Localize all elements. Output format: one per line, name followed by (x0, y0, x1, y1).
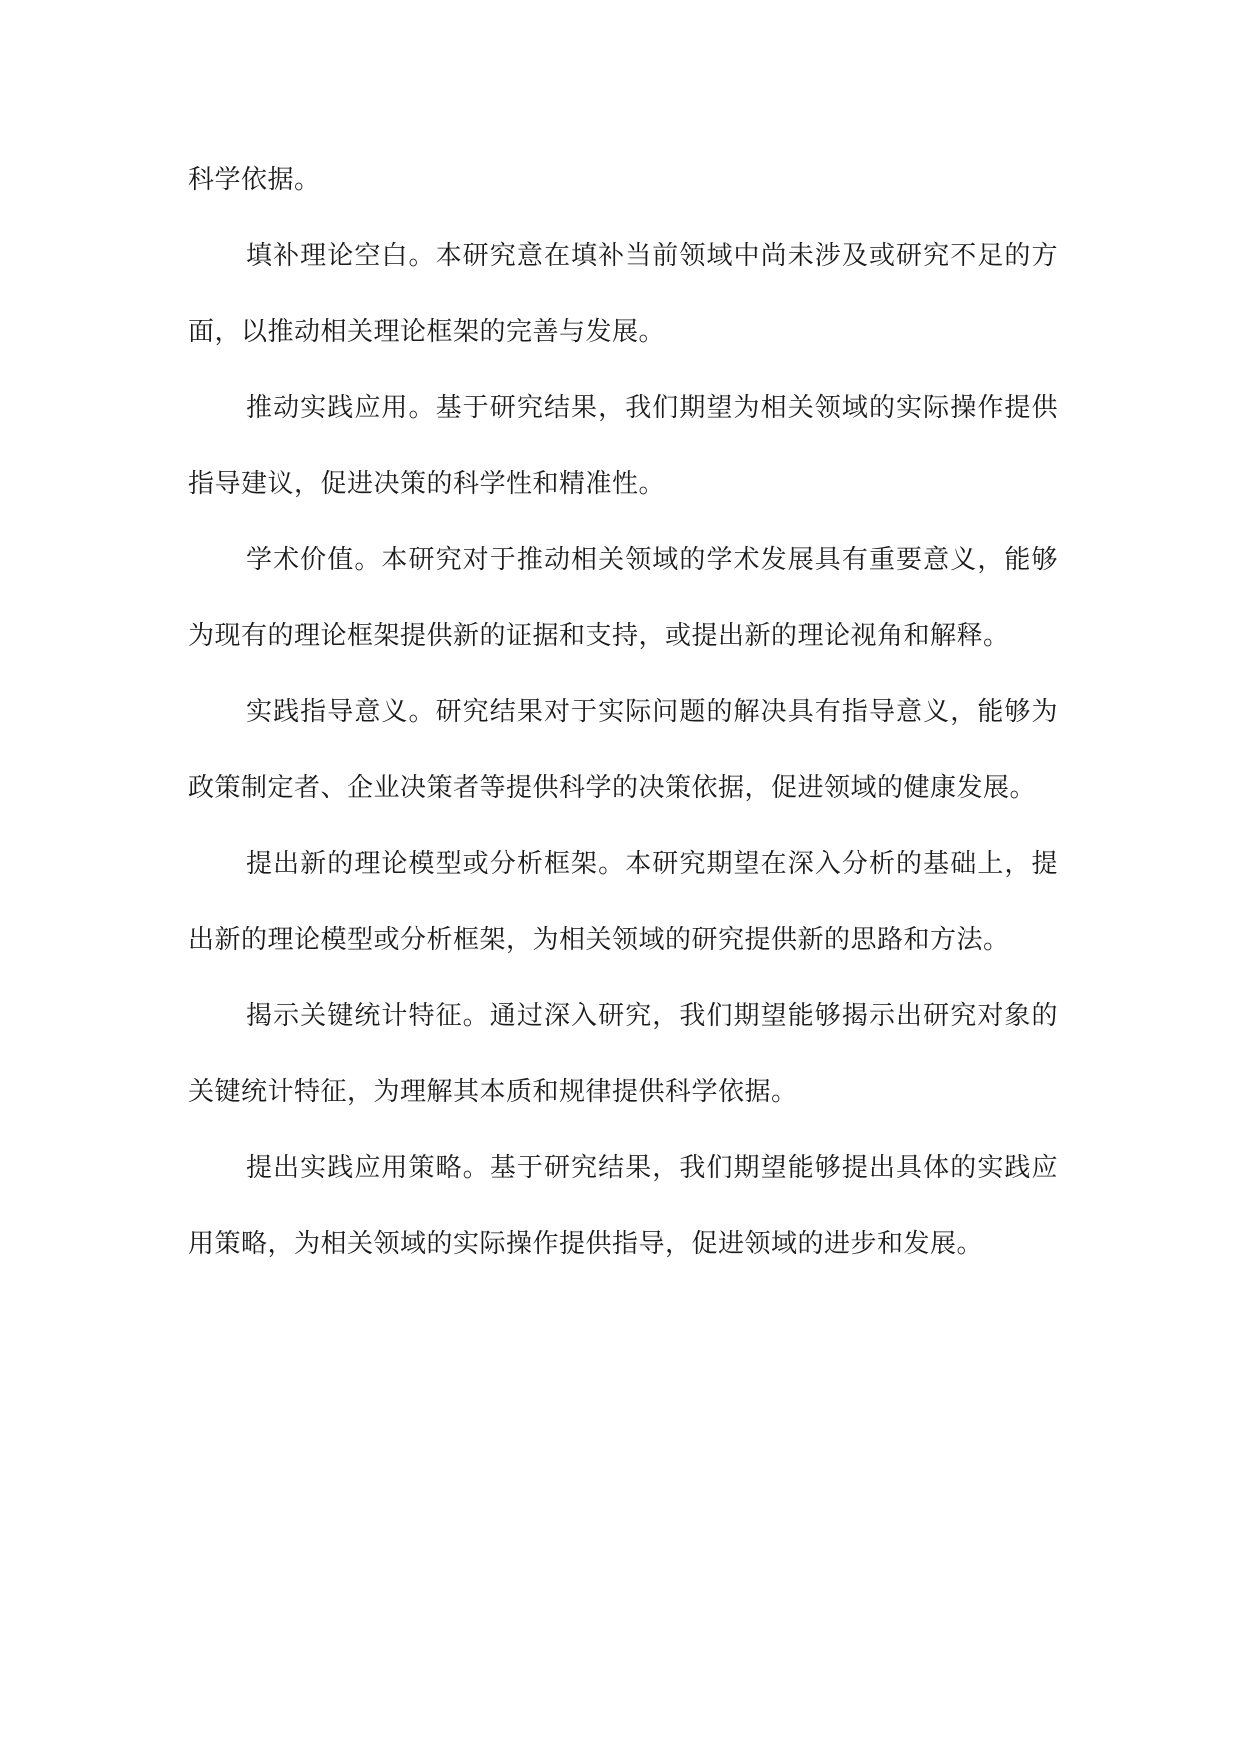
document-body (188, 142, 1058, 1282)
paragraph-academic-value: 学术价值。本研究对于推动相关领域的学术发展具有重要意义，能够为现有的理论框架提供新的证据和支持，或提出新的理论视角和解释。 (188, 545, 1058, 651)
paragraph-practical-guidance: 实践指导意义。研究结果对于实际问题的解决具有指导意义，能够为政策制定者、企业决策者等提供科学的决策依据，促进领域的健康发展。 (188, 697, 1058, 803)
paragraph-statistical-features: 揭示关键统计特征。通过深入研究，我们期望能够揭示出研究对象的关键统计特征，为理解其本质和规律提供科学依据。 (188, 1001, 1058, 1107)
paragraph-new-theory-model: 提出新的理论模型或分析框架。本研究期望在深入分析的基础上，提出新的理论模型或分析框架，为相关领域的研究提供新的思路和方法。 (188, 849, 1058, 955)
paragraph-fill-theory-gap: 填补理论空白。本研究意在填补当前领域中尚未涉及或研究不足的方面，以推动相关理论框架的完善与发展。 (188, 241, 1058, 347)
paragraph-continuation: 科学依据。 (188, 165, 321, 195)
paragraph-practical-application: 推动实践应用。基于研究结果，我们期望为相关领域的实际操作提供指导建议，促进决策的科学性和精准性。 (188, 393, 1058, 499)
paragraph-application-strategy: 提出实践应用策略。基于研究结果，我们期望能够提出具体的实践应用策略，为相关领域的实际操作提供指导，促进领域的进步和发展。 (188, 1153, 1058, 1259)
